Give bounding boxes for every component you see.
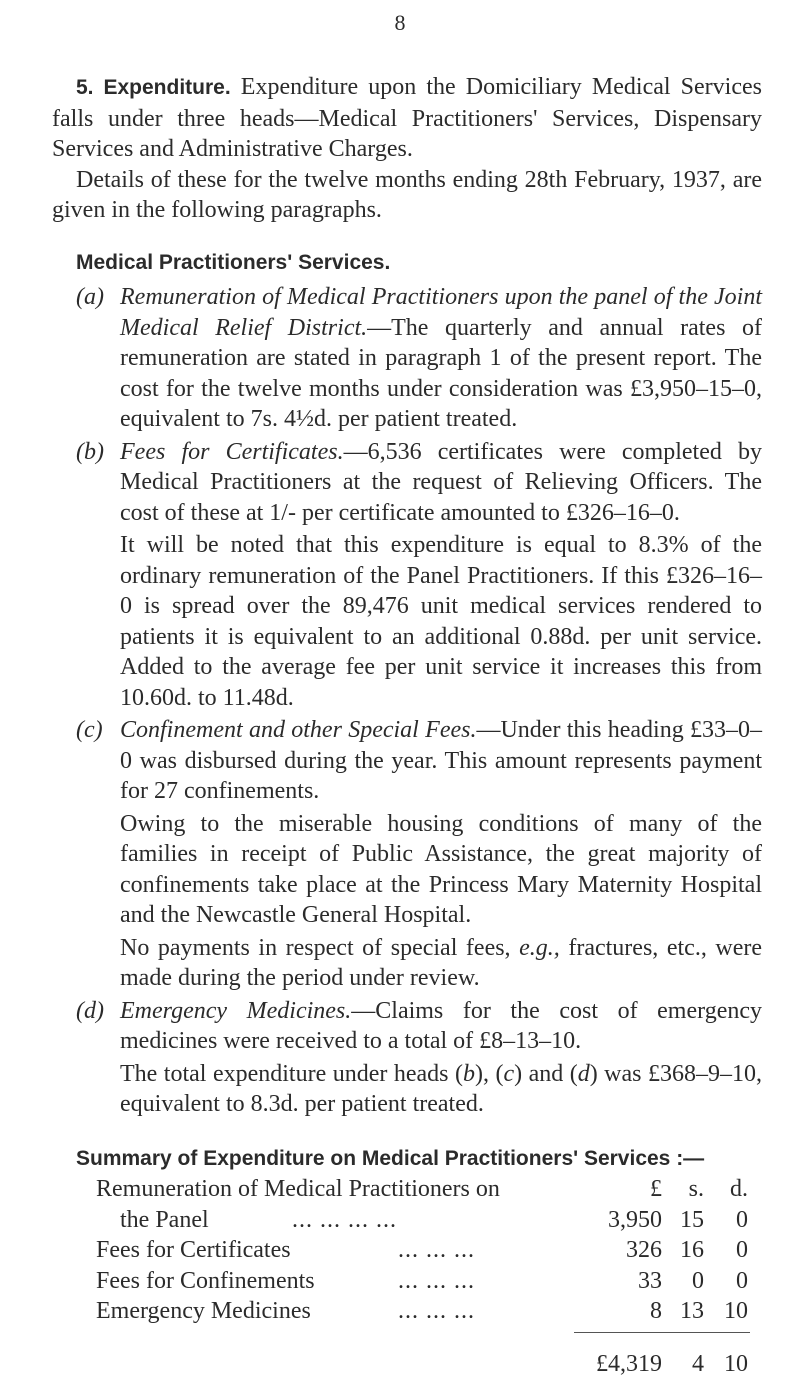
item-d-title: Emergency Medicines. <box>120 998 351 1024</box>
amount-pence: 10 <box>708 1296 748 1327</box>
summary-row-label: Emergency Medicines <box>96 1296 311 1327</box>
item-a <box>76 282 762 435</box>
summary-row-label: the Panel <box>120 1205 209 1236</box>
item-a-label: (a) <box>76 282 104 313</box>
amount-pence: 0 <box>708 1266 748 1297</box>
item-c-special-fees-eg: e.g., <box>519 935 560 961</box>
leader-dots: ... ... ... <box>398 1266 475 1297</box>
col-header-shillings: s. <box>666 1174 704 1205</box>
summary-total-row <box>96 1349 762 1379</box>
item-c-housing: Owing to the miserable housing conditions of many of the families in receipt of Public Assistance, the great majority of confinements take place at the Princess Mary Maternity Hospital and the Newcastle General Hospital. <box>120 809 762 931</box>
page-number: 8 <box>0 10 800 36</box>
item-a-title: Remuneration of Medical Practitioners upon the panel of the Joint Medical Relief District. <box>120 284 762 341</box>
summary-row-label: Fees for Certificates <box>96 1235 291 1266</box>
amount-pence: 0 <box>708 1205 748 1236</box>
total-shillings: 4 <box>666 1349 704 1379</box>
amount-pounds: 326 <box>574 1235 662 1266</box>
amount-shillings: 0 <box>666 1266 704 1297</box>
item-c <box>76 715 762 994</box>
item-d-total-b: b <box>463 1061 475 1087</box>
intro-text: Expenditure upon the Domiciliary Medical Services falls under three heads—Medical Practitioners' Services, Dispensary Services and Administrative Charges. <box>52 74 762 162</box>
summary-heading: Summary of Expenditure on Medical Practitioners' Services :— <box>76 1144 762 1175</box>
item-c-special-fees-a: No payments in respect of special fees, <box>120 935 519 961</box>
item-b-note: It will be noted that this expenditure is equal to 8.3% of the ordinary remuneration of the Panel Practitioners. If this £326–16–0 is spread over the 89,476 unit medical services rendered to patients it is equivalent to an additional 0.88d. per unit service. Added to the average fee per unit service it increases this from 10.60d. to 11.48d. <box>120 530 762 713</box>
summary-row-1 <box>96 1174 762 1205</box>
item-d-total-a: The total expenditure under heads ( <box>120 1061 463 1087</box>
item-d-total-d: c <box>503 1061 514 1087</box>
item-d-text <box>120 996 762 1057</box>
summary-row-4 <box>96 1296 762 1327</box>
item-b-title: Fees for Certificates. <box>120 439 344 465</box>
leader-dots: ... ... ... <box>398 1296 475 1327</box>
item-d <box>76 996 762 1120</box>
col-header-pence: d. <box>708 1174 748 1205</box>
item-d-total-g: ) was £368–9–10, equivalent to 8.3d. per patient treated. <box>120 1061 762 1118</box>
intro-details: Details of these for the twelve months ending 28th February, 1937, are given in the following paragraphs. <box>52 165 762 226</box>
amount-shillings: 15 <box>666 1205 704 1236</box>
summary-row-3 <box>96 1266 762 1297</box>
summary-row-label: Remuneration of Medical Practitioners on <box>96 1174 500 1205</box>
item-b <box>76 437 762 714</box>
item-c-special-fees-b: fractures, etc., were made during the period under review. <box>120 935 762 992</box>
item-d-total-f: d <box>578 1061 590 1087</box>
amount-pence: 0 <box>708 1235 748 1266</box>
item-c-special-fees <box>120 933 762 994</box>
item-c-label: (c) <box>76 715 103 746</box>
amount-pounds: 33 <box>574 1266 662 1297</box>
total-pounds: £4,319 <box>554 1349 662 1379</box>
section-heading: Medical Practitioners' Services. <box>76 248 762 279</box>
amount-shillings: 13 <box>666 1296 704 1327</box>
item-d-total <box>120 1059 762 1120</box>
expenditure-heading: 5. Expenditure. <box>76 76 231 99</box>
item-b-label: (b) <box>76 437 104 468</box>
amount-shillings: 16 <box>666 1235 704 1266</box>
col-header-pounds: £ <box>574 1174 662 1205</box>
summary-table <box>96 1174 762 1379</box>
leader-dots: ... ... ... ... <box>292 1205 397 1236</box>
amount-pounds: 3,950 <box>574 1205 662 1236</box>
total-pence: 10 <box>708 1349 748 1379</box>
item-c-text <box>120 715 762 807</box>
summary-row-label: Fees for Confinements <box>96 1266 315 1297</box>
item-b-body: —6,536 certificates were completed by Medical Practitioners at the request of Relieving Officers. The cost of these at 1/- per certificate amounted to £326–16–0. <box>120 439 762 526</box>
item-c-body: —Under this heading £33–0–0 was disbursed during the year. This amount represents payment for 27 confinements. <box>120 717 762 804</box>
item-d-body: —Claims for the cost of emergency medicines were received to a total of £8–13–10. <box>120 998 762 1055</box>
item-a-body: —The quarterly and annual rates of remuneration are stated in paragraph 1 of the present report. The cost for the twelve months under consideration was £3,950–15–0, equivalent to 7s. 4½d. per patient treated. <box>120 315 762 433</box>
summary-row-1-cont <box>96 1205 762 1236</box>
item-d-total-e: ) and ( <box>514 1061 578 1087</box>
item-a-text <box>120 282 762 435</box>
summary-row-2 <box>96 1235 762 1266</box>
item-b-text <box>120 437 762 529</box>
total-rule <box>574 1332 750 1333</box>
item-d-label: (d) <box>76 996 104 1027</box>
item-c-title: Confinement and other Special Fees. <box>120 717 476 743</box>
intro-paragraph <box>52 72 762 165</box>
leader-dots: ... ... ... <box>398 1235 475 1266</box>
item-d-total-c: ), ( <box>475 1061 503 1087</box>
amount-pounds: 8 <box>574 1296 662 1327</box>
page-content <box>52 72 762 1379</box>
